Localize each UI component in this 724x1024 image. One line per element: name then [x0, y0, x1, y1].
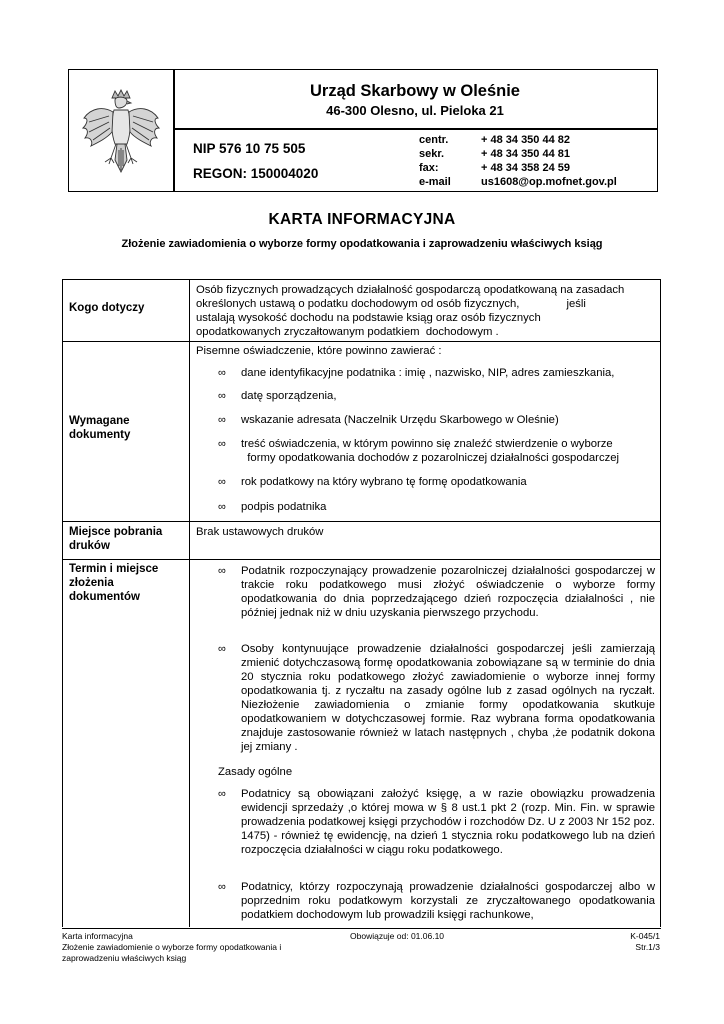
- contact-list: [419, 133, 617, 189]
- infinity-bullet-icon: ∞: [218, 476, 226, 488]
- label-line: Miejsce pobrania: [69, 526, 163, 538]
- list-item-text: treść oświadczenia, w którym powinno się znaleźć stwierdzenie o wyborze: [241, 438, 613, 450]
- footer-text: zaprowadzeniu właściwych ksiąg: [62, 953, 187, 963]
- infinity-bullet-icon: ∞: [218, 643, 226, 655]
- list-item: [218, 389, 655, 403]
- label-line: Termin i miejsce: [69, 563, 159, 575]
- footer-text: Złożenie zawiadomienie o wyborze formy opodatkowania i: [62, 942, 282, 952]
- infinity-bullet-icon: ∞: [218, 788, 226, 800]
- row-label-wymagane-dokumenty: [69, 414, 187, 442]
- info-table: [62, 279, 661, 927]
- infinity-bullet-icon: ∞: [218, 367, 226, 379]
- office-name: Urząd Skarbowy w Oleśnie: [310, 82, 520, 100]
- table-row-divider: [63, 559, 660, 560]
- contact-label: sekr.: [419, 148, 445, 160]
- footer-page-number: Str.1/3: [635, 942, 660, 952]
- infinity-bullet-icon: ∞: [218, 438, 226, 450]
- contact-label: fax:: [419, 162, 439, 174]
- list-item-text: wskazanie adresata (Naczelnik Urzędu Skarbowego w Oleśnie): [241, 414, 559, 426]
- list-item: [218, 642, 655, 754]
- document-title: KARTA INFORMACYJNA: [268, 211, 456, 228]
- text-line: Osób fizycznych prowadzących działalność gospodarczą opodatkowaną na zasadach: [196, 284, 625, 296]
- paragraph-text: Podatnicy są obowiązani założyć księgę, a w razie obowiązku prowadzenia ewidencji sprzedaży ,o której mowa w § 8 ust.1 pkt 2 (rozp. Min. Fin. w sprawie prowadzenia podatkowej księgi przychodów i rozchodów Dz. U z 2003 Nr 152 poz. 1475) - również tę ewidencję, na dzień 1 stycznia roku podatkowego lub na dzień rozpoczęcia działalności w ciągu roku podatkowego.: [241, 788, 655, 856]
- list-item: [218, 475, 655, 489]
- nip-number: NIP 576 10 75 505: [193, 141, 306, 156]
- header-divider-horizontal: [173, 128, 657, 130]
- row-content-kogo-dotyczy: [196, 283, 655, 339]
- polish-eagle-emblem-icon: [81, 88, 161, 178]
- text-line: określonych ustawą o podatku dochodowym od osób fizycznych, jeśli: [196, 298, 586, 310]
- contact-value: + 48 34 358 24 59: [481, 162, 570, 174]
- contact-label: e-mail: [419, 176, 451, 188]
- list-item: [218, 366, 655, 380]
- requirements-intro: Pisemne oświadczenie, które powinno zawierać :: [196, 345, 442, 357]
- footer-left: [62, 931, 281, 964]
- section-heading-zasady-ogolne: Zasady ogólne: [218, 766, 293, 778]
- infinity-bullet-icon: ∞: [218, 501, 226, 513]
- list-item-text: datę sporządzenia,: [241, 390, 337, 402]
- row-label-termin-i-miejsce: [69, 562, 187, 604]
- text-line: opodatkowanych zryczałtowanym podatkiem dochodowym .: [196, 326, 499, 338]
- contact-row-secretariat: [419, 147, 617, 161]
- row-label-miejsce-pobrania: [69, 525, 187, 553]
- label-line: dokumenty: [69, 429, 131, 441]
- list-item: [218, 880, 655, 922]
- row-content-miejsce-pobrania: Brak ustawowych druków: [196, 526, 324, 538]
- regon-number: REGON: 150004020: [193, 166, 319, 181]
- contact-value: + 48 34 350 44 82: [481, 134, 570, 146]
- document-subtitle: Złożenie zawiadomienia o wyborze formy opodatkowania i zaprowadzeniu właściwych ksiąg: [121, 238, 603, 250]
- contact-row-email: [419, 175, 617, 189]
- list-item: [218, 500, 655, 514]
- contact-value: + 48 34 350 44 81: [481, 148, 570, 160]
- text-line: ustalają wysokość dochodu na podstawie ksiąg oraz osób fizycznych: [196, 312, 541, 324]
- footer-doc-code: K-045/1: [630, 931, 660, 941]
- label-line: złożenia: [69, 577, 114, 589]
- label-line: dokumentów: [69, 591, 140, 603]
- paragraph-text: Podatnicy, którzy rozpoczynają prowadzenie działalności gospodarczej albo w poprzednim roku podatkowym korzystali ze zryczałtowanego opodatkowania podatkiem dochodowym lub prowadzili księgi rachunkowe,: [241, 881, 655, 921]
- row-label-kogo-dotyczy: Kogo dotyczy: [69, 302, 145, 314]
- contact-label: centr.: [419, 134, 449, 146]
- label-line: Wymagane: [69, 415, 130, 427]
- label-line: druków: [69, 540, 110, 552]
- row-content-termin-i-miejsce: [196, 562, 655, 928]
- table-row-divider: [63, 341, 660, 342]
- paragraph-text: Osoby kontynuujące prowadzenie działalności gospodarczej jeśli zamierzają zmienić dotychczasową formę opodatkowania zobowiązane są w terminie do dnia 20 stycznia roku podatkowego złożyć zawiadomienie o wyborze innej formy opodatkowania tj. z ryczałtu na zasady ogólne lub z zasad ogólnych na ryczałt. Niezłożenie zawiadomienia o zmianie formy opodatkowania skutkuje opodatkowaniem w dotychczasowej formie. Raz wybrana forma opodatkowania znajduje zastosowanie również w latach następnych , chyba ,że podatnik dokona jej zmiany .: [241, 643, 655, 753]
- contact-row-fax: [419, 161, 617, 175]
- list-item-text: rok podatkowy na który wybrano tę formę opodatkowania: [241, 476, 527, 488]
- list-item: [218, 437, 655, 465]
- infinity-bullet-icon: ∞: [218, 565, 226, 577]
- table-column-divider: [189, 280, 190, 927]
- list-item-text: podpis podatnika: [241, 501, 327, 513]
- header-box: [68, 69, 658, 192]
- footer-divider: [62, 928, 661, 929]
- list-item-text-continued: formy opodatkowania dochodów z pozarolniczej działalności gospodarczej: [241, 452, 620, 464]
- infinity-bullet-icon: ∞: [218, 414, 226, 426]
- list-item: [218, 413, 655, 427]
- footer-text: Karta informacyjna: [62, 931, 133, 941]
- infinity-bullet-icon: ∞: [218, 881, 226, 893]
- list-item-text: dane identyfikacyjne podatnika : imię , nazwisko, NIP, adres zamieszkania,: [241, 367, 615, 379]
- email-link[interactable]: us1608@op.mofnet.gov.pl: [481, 176, 617, 188]
- footer-effective-date: Obowiązuje od: 01.06.10: [350, 931, 445, 941]
- footer-right: [630, 931, 660, 953]
- contact-row-central: [419, 133, 617, 147]
- list-item: [218, 787, 655, 857]
- row-content-wymagane-dokumenty: [196, 344, 655, 520]
- list-item: [218, 564, 655, 620]
- infinity-bullet-icon: ∞: [218, 390, 226, 402]
- paragraph-text: Podatnik rozpoczynający prowadzenie pozarolniczej działalności gospodarczej w trakcie roku podatkowego musi złożyć oświadczenie o wyborze formy opodatkowania do dnia poprzedzającego dzień rozpoczęcia działalności , nie później jednak niż w dniu uzyskania pierwszego przychodu.: [241, 565, 655, 619]
- table-row-divider: [63, 521, 660, 522]
- office-address: 46-300 Olesno, ul. Pieloka 21: [326, 103, 504, 118]
